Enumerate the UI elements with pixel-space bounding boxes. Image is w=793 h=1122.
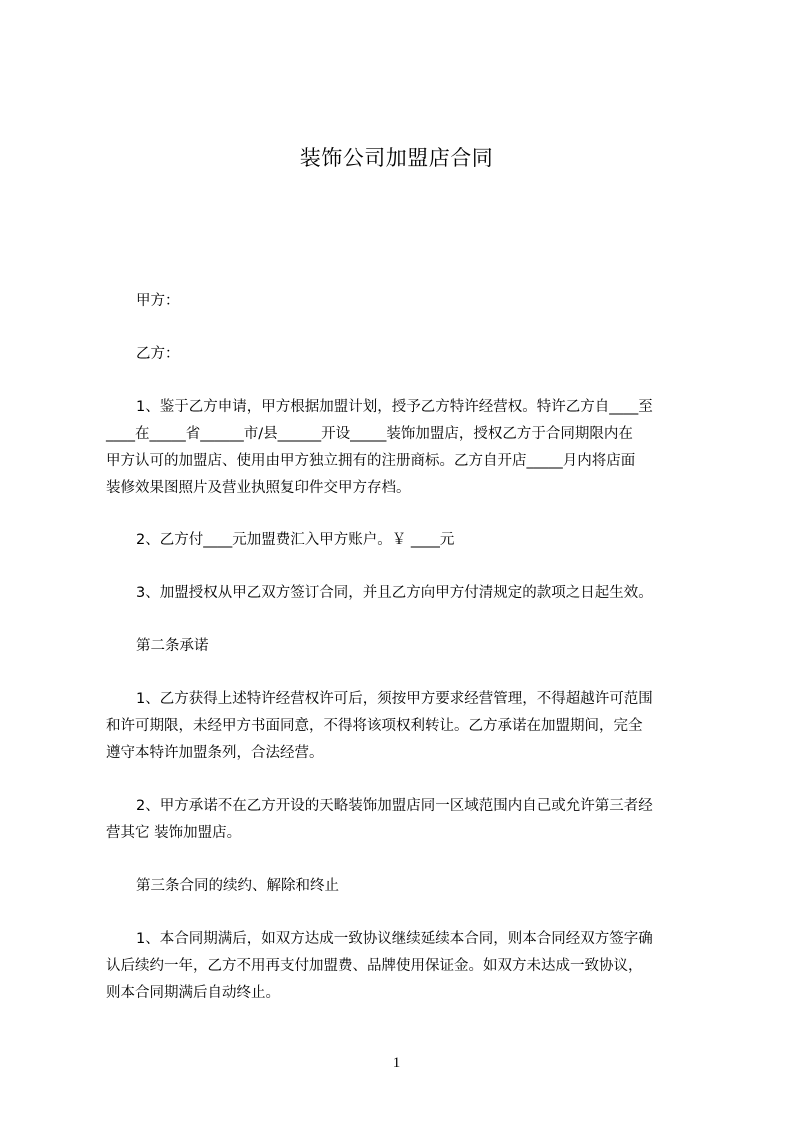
article-2-clause-1-line-2: 和许可期限，未经甲方书面同意，不得将该项权利转让。乙方承诺在加盟期间，完全 [106, 718, 643, 734]
party-a-label: 甲方： [136, 293, 180, 309]
clause-1-line-1: 1、鉴于乙方申请，甲方根据加盟计划，授予乙方特许经营权。特许乙方自____至 [136, 399, 653, 415]
article-2-clause-1-line-3: 遵守本特许加盟条列，合法经营。 [106, 745, 324, 761]
clause-1-paragraph [106, 394, 716, 502]
article-3-clause-1-paragraph [106, 926, 716, 1007]
party-b-label: 乙方： [136, 346, 180, 362]
clause-1-line-4: 装修效果图照片及营业执照复印件交甲方存档。 [106, 480, 411, 496]
article-2-clause-2-line-1: 2、甲方承诺不在乙方开设的天略装饰加盟店同一区域范围内自己或允许第三者经 [136, 798, 653, 814]
article-3-clause-1-line-3: 则本合同期满后自动终止。 [106, 985, 280, 1001]
article-2-clause-1-paragraph [106, 686, 716, 767]
article-2-clause-1-line-1: 1、乙方获得上述特许经营权许可后，须按甲方要求经营管理，不得超越许可范围 [136, 691, 653, 707]
article-3-clause-1-line-1: 1、本合同期满后，如双方达成一致协议继续延续本合同，则本合同经双方签字确 [136, 931, 653, 947]
document-title: 装饰公司加盟店合同 [299, 146, 494, 170]
article-3-heading: 第三条合同的续约、解除和终止 [136, 878, 339, 894]
article-2-heading: 第二条承诺 [136, 638, 209, 654]
article-2-clause-2-line-2: 营其它 装饰加盟店。 [106, 825, 242, 841]
clause-3-paragraph: 3、加盟授权从甲乙双方签订合同，并且乙方向甲方付清规定的款项之日起生效。 [136, 585, 653, 601]
clause-2-paragraph: 2、乙方付____元加盟费汇入甲方账户。￥ ____元 [136, 532, 455, 548]
article-3-clause-1-line-2: 认后续约一年，乙方不用再支付加盟费、品牌使用保证金。如双方未达成一致协议， [106, 958, 643, 974]
page-number: 1 [392, 1055, 401, 1071]
article-2-clause-2-paragraph [106, 793, 716, 847]
clause-1-line-2: ____在_____省______市/县______开设_____装饰加盟店，授权乙方于合同期限内在 [106, 426, 633, 442]
clause-1-line-3: 甲方认可的加盟店、使用由甲方独立拥有的注册商标。乙方自开店_____月内将店面 [106, 453, 636, 469]
